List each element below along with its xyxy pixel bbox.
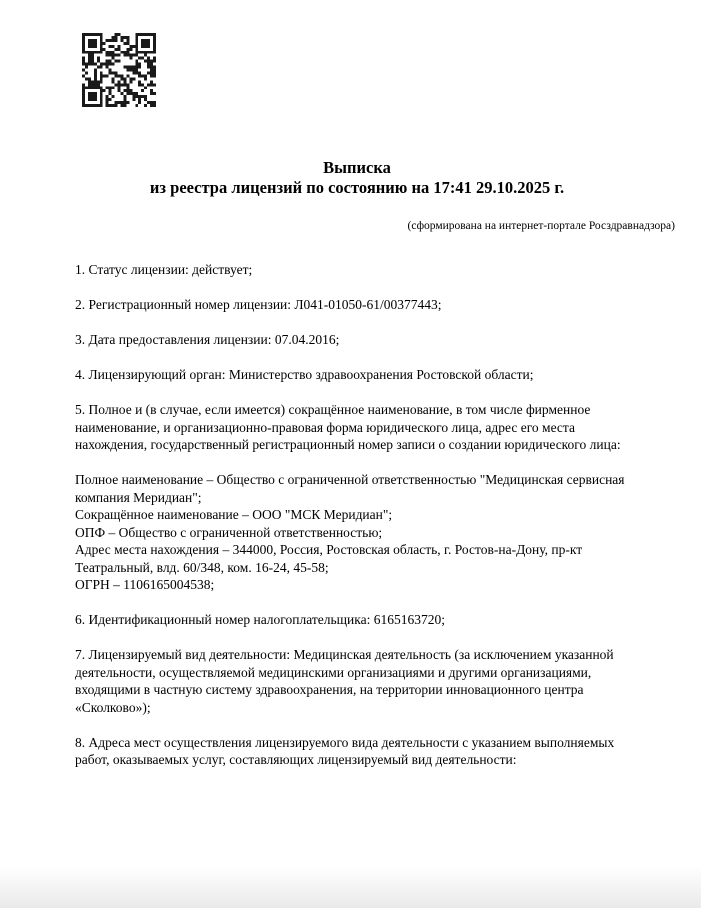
paragraph-activity-addresses: 8. Адреса мест осуществления лицензируемого вида деятельности с указанием выполняемых работ, оказываемых услуг, составляющих лицензируемый вид деятельности: xyxy=(75,734,615,767)
entity-full-name: Полное наименование – Общество с ограниченной ответственностью "Медицинская сервисная компания Меридиан"; xyxy=(75,472,625,505)
document-body xyxy=(75,261,633,786)
paragraph-licensing-authority: 4. Лицензирующий орган: Министерство здравоохранения Ростовской области; xyxy=(75,367,534,382)
paragraph-registration-number: 2. Регистрационный номер лицензии: Л041-01050-61/00377443; xyxy=(75,297,442,312)
page-bottom-shade xyxy=(0,866,701,908)
qr-code-icon xyxy=(82,29,156,111)
document-title xyxy=(75,158,639,198)
paragraph-taxpayer-number: 6. Идентификационный номер налогоплательщика: 6165163720; xyxy=(75,612,445,627)
title-line-2: из реестра лицензий по состоянию на 17:41 29.10.2025 г. xyxy=(149,178,565,197)
entity-legal-form: ОПФ – Общество с ограниченной ответственностью; xyxy=(75,524,383,540)
paragraph-activity-type: 7. Лицензируемый вид деятельности: Медицинская деятельность (за исключением указанной деятельности, осуществляемой медицинскими организациями и другими организациями, входящими в частную систему здравоохранения, на территории инновационного центра «Сколково»); xyxy=(75,647,614,715)
title-line-1: Выписка xyxy=(323,158,391,177)
entity-address: Адрес места нахождения – 344000, Россия, Ростовская область, г. Ростов-на-Дону, пр-кт Театральный, влд. 60/348, ком. 16-24, 45-58; xyxy=(75,542,583,575)
entity-ogrn: ОГРН – 1106165004538; xyxy=(75,577,215,592)
paragraph-license-status: 1. Статус лицензии: действует; xyxy=(75,262,253,277)
paragraph-entity-intro: 5. Полное и (в случае, если имеется) сокращённое наименование, в том числе фирменное наименование, и организационно-правовая форма юридического лица, адрес его места нахождения, государственный регистрационный номер записи о создании юридического лица: xyxy=(75,402,621,452)
entity-details xyxy=(75,471,633,594)
paragraph-grant-date: 3. Дата предоставления лицензии: 07.04.2016; xyxy=(75,332,340,347)
document-subtitle: (сформирована на интернет-портале Росздравнадзора) xyxy=(407,220,675,232)
entity-short-name: Сокращённое наименование – ООО "МСК Меридиан"; xyxy=(75,507,393,522)
